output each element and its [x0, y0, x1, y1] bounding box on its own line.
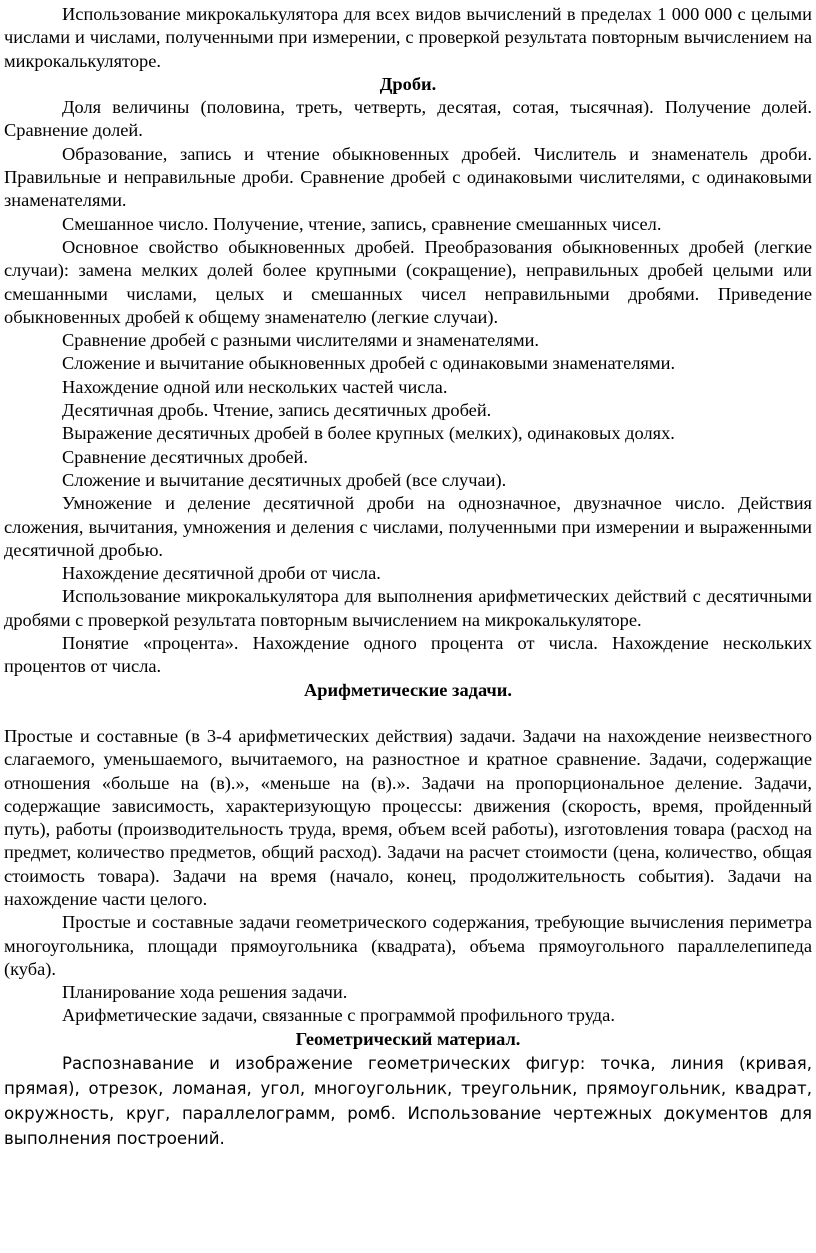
fractions-paragraph: Основное свойство обыкновенных дробей. Преобразования обыкновенных дробей (легкие случаи): замена мелких долей более крупными (сокращение), неправильных дробей целыми или смешанными числами, целых и смешанных чисел неправильными дробями. Приведение обыкновенных дробей к общему знаменателю (легкие случаи).: [4, 236, 812, 327]
fractions-paragraph: Сложение и вычитание обыкновенных дробей с одинаковыми знаменателями.: [62, 353, 676, 374]
fractions-paragraph: Десятичная дробь. Чтение, запись десятичных дробей.: [62, 400, 492, 421]
intro-paragraph: Использование микрокалькулятора для всех видов вычислений в пределах 1 000 000 с целыми числами и числами, полученными при измерении, с проверкой результата повторным вычислением на микрокалькуляторе.: [4, 4, 812, 71]
fractions-paragraph: Нахождение одной или нескольких частей числа.: [62, 376, 448, 397]
geometry-paragraph: Распознавание и изображение геометрических фигур: точка, линия (кривая, прямая), отрезок, ломаная, угол, многоугольник, треугольник, прямоугольник, квадрат, окружность, круг, параллелограмм, ромб. Использование чертежных документов для выполнения построений.: [4, 1054, 812, 1149]
arithmetic-paragraph: Планирование хода решения задачи.: [62, 982, 348, 1003]
fractions-paragraph: Образование, запись и чтение обыкновенных дробей. Числитель и знаменатель дроби. Правильные и неправильные дроби. Сравнение дробей с одинаковыми числителями, с одинаковыми знаменателями.: [4, 143, 812, 211]
fractions-paragraph: Сравнение дробей с разными числителями и знаменателями.: [62, 330, 540, 351]
fractions-paragraph: Сравнение десятичных дробей.: [62, 446, 308, 467]
fractions-paragraph: Выражение десятичных дробей в более крупных (мелких), одинаковых долях.: [62, 423, 675, 444]
section-heading-geometry: Геометрический материал.: [295, 1028, 521, 1049]
fractions-paragraph: Сложение и вычитание десятичных дробей (все случаи).: [62, 469, 507, 490]
fractions-paragraph: Использование микрокалькулятора для выполнения арифметических действий с десятичными дробями с проверкой результата повторным вычислением на микрокалькуляторе.: [4, 586, 812, 630]
fractions-paragraph: Доля величины (половина, треть, четверть, десятая, сотая, тысячная). Получение долей. Сравнение долей.: [4, 97, 812, 141]
arithmetic-lead-paragraph: Простые и составные (в 3-4 арифметических действия) задачи. Задачи на нахождение неизвестного слагаемого, уменьшаемого, вычитаемого, на разностное и кратное сравнение. Задачи, содержащие отношения «больше на (в).», «меньше на (в).». Задачи на пропорциональное деление. Задачи, содержащие зависимость, характеризующую процессы: движения (скорость, время, пройденный путь), работы (производительность труда, время, объем всей работы), изготовления товара (расход на предмет, количество предметов, общий расход). Задачи на расчет стоимости (цена, количество, общая стоимость товара). Задачи на время (начало, конец, продолжительность события). Задачи на нахождение части целого.: [4, 725, 812, 909]
arithmetic-paragraph: Арифметические задачи, связанные с программой профильного труда.: [62, 1005, 615, 1026]
blank-line: [4, 702, 812, 725]
fractions-paragraph: Понятие «процента». Нахождение одного процента от числа. Нахождение нескольких процентов от числа.: [4, 633, 812, 677]
fractions-paragraph: Смешанное число. Получение, чтение, запись, сравнение смешанных чисел.: [62, 213, 662, 234]
fractions-paragraph: Умножение и деление десятичной дроби на однозначное, двузначное число. Действия сложения, вычитания, умножения и деления с числами, полученными при измерении и выраженными десятичной дробью.: [4, 493, 812, 560]
fractions-paragraph: Нахождение десятичной дроби от числа.: [62, 563, 381, 584]
arithmetic-paragraph: Простые и составные задачи геометрического содержания, требующие вычисления периметра многоугольника, площади прямоугольника (квадрата), объема прямоугольного параллелепипеда (куба).: [4, 912, 812, 979]
section-heading-fractions: Дроби.: [379, 73, 437, 94]
section-heading-arithmetic: Арифметические задачи.: [304, 679, 512, 700]
